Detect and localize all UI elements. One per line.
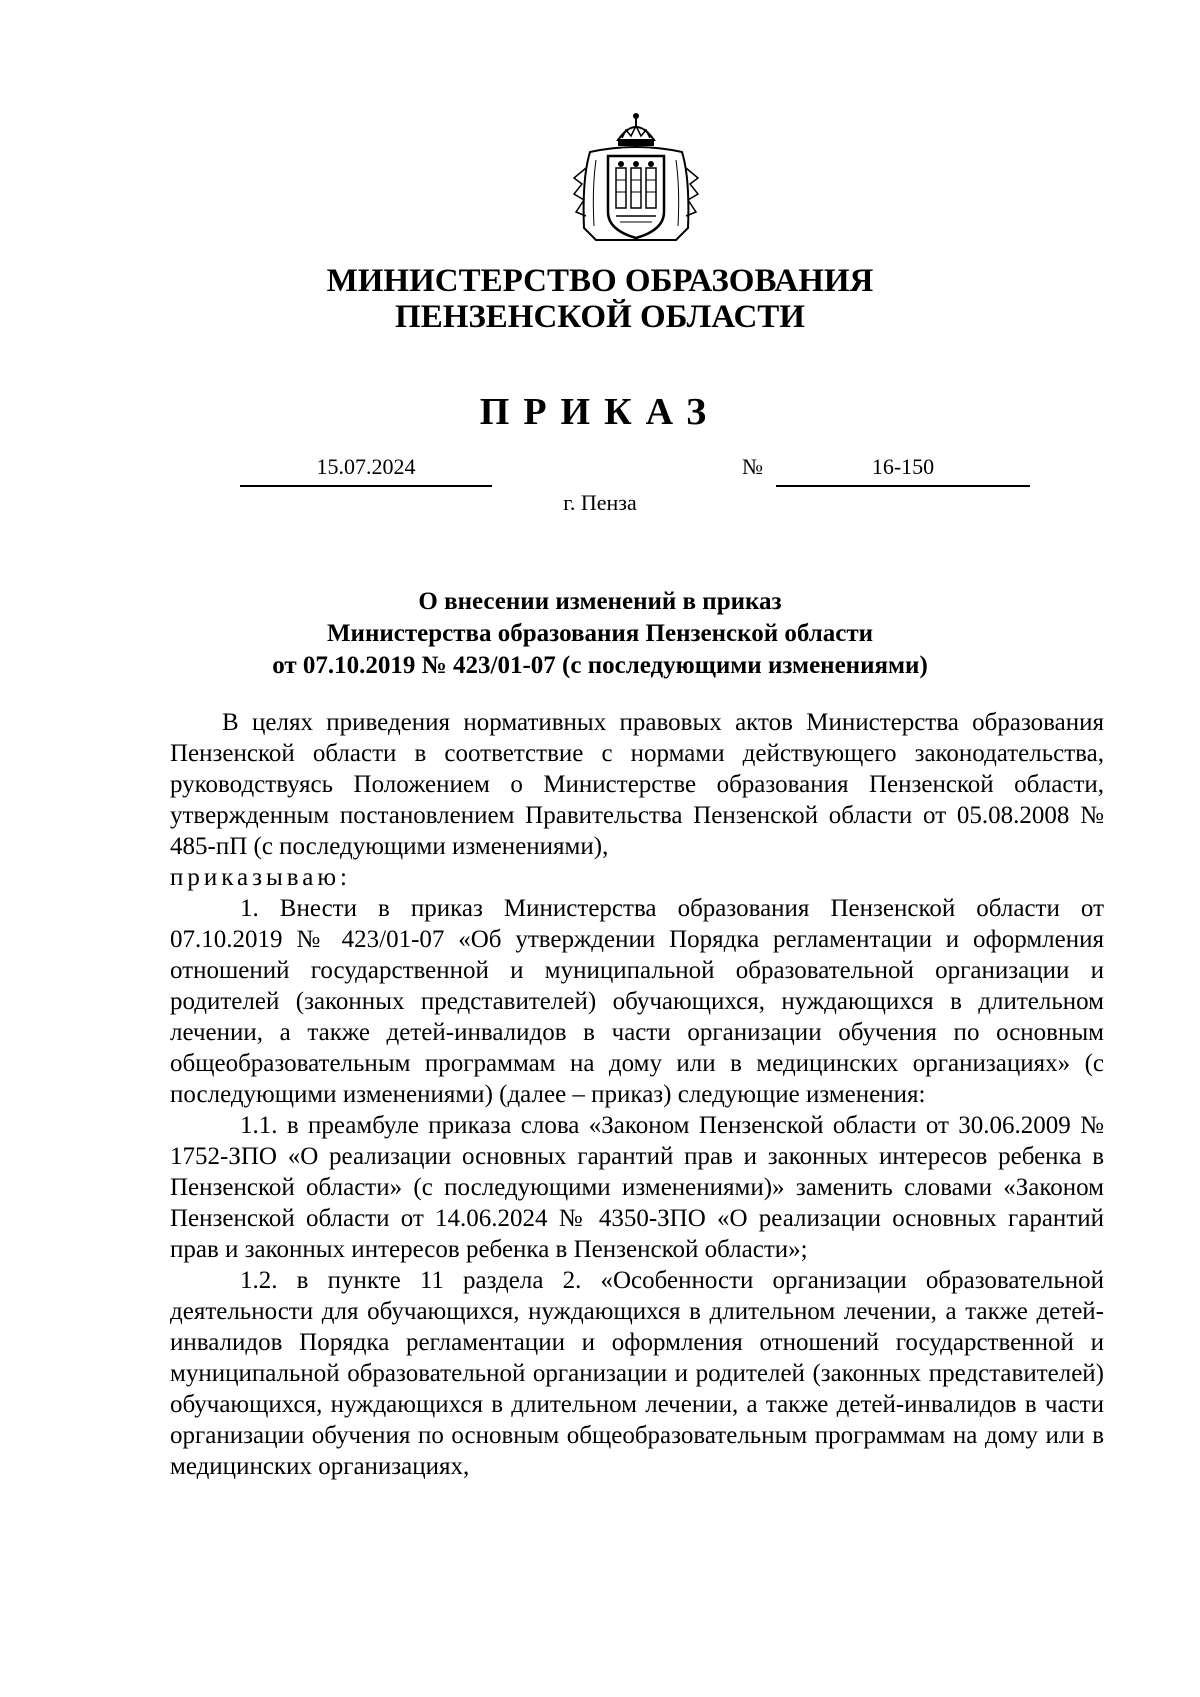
- item-1-2-paragraph: 1.2. в пункте 11 раздела 2. «Особенности организации образовательной деятельности для обучающихся, нуждающихся в длительном лечении, а также детей-инвалидов Порядка регламентации и оформления отношений государственной и муниципальной образовательной организации и родителей (законных представителей) обучающихся, нуждающихся в длительном лечении, а также детей-инвалидов в части организации обучения по основным общеобразовательным программам на дому или в медицинских организациях,: [170, 1267, 1104, 1480]
- order-number: 16-150: [871, 454, 935, 479]
- order-date: 15.07.2024: [316, 454, 416, 479]
- preamble-paragraph: В целях приведения нормативных правовых актов Министерства образования Пензенской области в соответствие с нормами действующего законодательства, руководствуясь Положением о Министерстве образования Пензенской области, утвержденным постановлением Правительства Пензенской области от 05.08.2008 № 485-пП (с последующими изменениями),: [170, 709, 1104, 860]
- date-underline: [240, 485, 492, 487]
- order-word: приказываю:: [170, 864, 351, 891]
- subject-line3: от 07.10.2019 № 423/01-07 (с последующими изменениями): [272, 652, 928, 679]
- number-underline: [776, 485, 1030, 487]
- subject-line1: О внесении изменений в приказ: [418, 588, 782, 615]
- document-type-title: ПРИКАЗ: [479, 391, 721, 433]
- city-name: г. Пенза: [563, 490, 637, 515]
- item-1-paragraph: 1. Внести в приказ Министерства образования Пензенской области от 07.10.2019 № 423/01-07 «Об утверждении Порядка регламентации и оформления отношений государственной и муниципальной образовательной организации и родителей (законных представителей) обучающихся, нуждающихся в длительном лечении, а также детей-инвалидов в части организации обучения по основным общеобразовательным программам на дому или в медицинских организациях» (с последующими изменениями) (далее – приказ) следующие изменения:: [170, 895, 1104, 1108]
- coat-of-arms-emblem: [562, 108, 710, 256]
- ministry-name-line2: ПЕНЗЕНСКОЙ ОБЛАСТИ: [395, 299, 805, 335]
- order-subject: [0, 586, 1200, 682]
- ministry-name-line1: МИНИСТЕРСТВО ОБРАЗОВАНИЯ: [326, 263, 874, 299]
- subject-line2: Министерства образования Пензенской области: [326, 620, 874, 647]
- order-body: [170, 707, 1104, 1482]
- item-1-1-paragraph: 1.1. в преамбуле приказа слова «Законом Пензенской области от 30.06.2009 № 1752-ЗПО «О реализации основных гарантий прав и законных интересов ребенка в Пензенской области» (с последующими изменениями)» заменить словами «Законом Пензенской области от 14.06.2024 № 4350-ЗПО «О реализации основных гарантий прав и законных интересов ребенка в Пензенской области»;: [170, 1112, 1104, 1263]
- number-sign: №: [742, 454, 763, 479]
